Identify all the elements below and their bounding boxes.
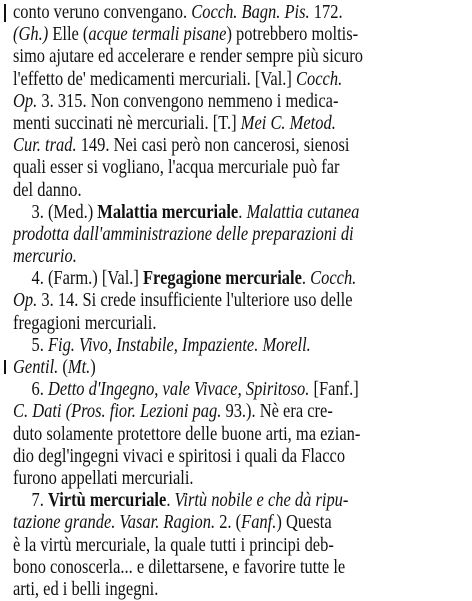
citation: Mt. bbox=[67, 357, 91, 378]
text-line bbox=[13, 290, 458, 312]
text-line: bono conoscerla... e dilettarsene, e favorire tutte le bbox=[13, 556, 346, 578]
paragraph-continuation bbox=[13, 2, 462, 202]
sense-number: 5. bbox=[31, 334, 48, 356]
text-run: . bbox=[166, 490, 175, 512]
gloss: acque termali pisane bbox=[88, 24, 227, 46]
sense-number: 4. (Farm.) [Val.] bbox=[31, 268, 144, 290]
definition: Fig. Vivo, Instabile, Impaziente. Morell. bbox=[47, 334, 311, 356]
sense-5 bbox=[13, 335, 462, 379]
text-line: dio degl'ingegni vivaci e spiritosi i quali da Flacco bbox=[13, 445, 346, 467]
text-run: 2. ( bbox=[215, 512, 242, 534]
text-run: . bbox=[238, 201, 247, 223]
text-line bbox=[13, 246, 458, 268]
citation: Cur. trad. bbox=[13, 135, 77, 157]
citation: C. Dati (Pros. fior. Lezioni pag. bbox=[13, 401, 222, 423]
text-line bbox=[13, 113, 458, 135]
text-run: 93.). Nè era cre- bbox=[221, 401, 333, 423]
text-line: del danno. bbox=[13, 179, 82, 201]
text-line bbox=[13, 335, 472, 357]
citation: Mei C. Metod. bbox=[240, 112, 336, 134]
definition: Malattia cutanea bbox=[246, 201, 360, 223]
text-run: . bbox=[301, 268, 311, 290]
margin-rule-mark bbox=[4, 4, 6, 22]
citation: Fanf. bbox=[241, 512, 277, 534]
text-run: 3. 315. Non convengono nemmeno i medica- bbox=[37, 90, 339, 112]
citation: Cocch. bbox=[296, 68, 343, 90]
text-line bbox=[13, 357, 458, 379]
text-line bbox=[13, 69, 458, 91]
text-run: Elle ( bbox=[48, 24, 89, 46]
text-line bbox=[13, 379, 472, 401]
definition: Detto d'Ingegno, vale Vivace, Spiritoso. bbox=[47, 379, 310, 401]
sense-number: 3. (Med.) bbox=[31, 201, 98, 223]
text-line: simo ajutare ed accelerare e render sempre più sicuro bbox=[13, 46, 364, 68]
margin-rule-mark bbox=[4, 360, 6, 374]
text-run: ) potrebbero moltis- bbox=[226, 24, 359, 46]
citation: Cocch. bbox=[310, 268, 357, 290]
text-run: conto veruno convengano. bbox=[13, 2, 192, 23]
text-run: ) Questa bbox=[276, 512, 332, 534]
text-run: 3. 14. Si crede insufficiente l'ulteriore uso delle bbox=[37, 290, 353, 312]
text-run: ( bbox=[58, 357, 68, 378]
sense-4 bbox=[13, 268, 462, 335]
citation: Cocch. Bagn. Pis. bbox=[191, 2, 310, 23]
text-line bbox=[13, 401, 458, 423]
text-line: fregagioni mercuriali. bbox=[13, 312, 157, 334]
text-line bbox=[13, 490, 472, 512]
text-line bbox=[13, 135, 458, 157]
text-run: l'effetto de' medicamenti mercuriali. [Val.] bbox=[13, 68, 297, 90]
text-line bbox=[13, 268, 472, 290]
text-line bbox=[13, 91, 458, 113]
sense-number: 6. bbox=[31, 379, 48, 401]
text-line bbox=[13, 224, 458, 246]
definition: prodotta dall'amministrazione delle preparazioni di bbox=[13, 223, 354, 245]
text-line: quali esser si vogliano, l'acqua mercuriale può far bbox=[13, 157, 340, 179]
text-line: duto solamente protettore delle buone arti, ma ezian- bbox=[13, 423, 361, 445]
text-line bbox=[13, 24, 458, 46]
definition: tazione grande. Vasar. Ragion. bbox=[13, 512, 216, 534]
citation: Op. bbox=[13, 90, 38, 112]
sense-number: 7. bbox=[31, 490, 48, 512]
text-line bbox=[13, 2, 458, 24]
text-line: furono appellati mercuriali. bbox=[13, 467, 194, 489]
definition: mercurio. bbox=[13, 246, 77, 268]
text-run: 149. Nei casi però non cancerosi, sienosi bbox=[76, 135, 350, 157]
text-line bbox=[13, 512, 458, 534]
sense-3 bbox=[13, 202, 462, 269]
headphrase: Virtù mercuriale bbox=[47, 490, 167, 512]
citation: Op. bbox=[13, 290, 38, 312]
text-line bbox=[13, 202, 472, 224]
text-run: ) bbox=[90, 357, 96, 378]
text-run: menti succinati nè mercuriali. [T.] bbox=[13, 112, 241, 134]
citation: (Gh.) bbox=[13, 24, 49, 46]
headphrase: Fregagione mercuriale bbox=[143, 268, 302, 290]
sense-7 bbox=[13, 490, 462, 601]
sense-6 bbox=[13, 379, 462, 490]
definition: Virtù nobile e che dà ripu- bbox=[174, 490, 349, 512]
text-run: 172. bbox=[309, 2, 343, 23]
text-run: [Fanf.] bbox=[309, 379, 359, 401]
text-line: è la virtù mercuriale, la quale tutti i principi deb- bbox=[13, 534, 334, 556]
text-line: arti, ed i belli ingegni. bbox=[13, 578, 159, 600]
headphrase: Malattia mercuriale bbox=[97, 201, 239, 223]
citation: Gentil. bbox=[13, 357, 59, 378]
